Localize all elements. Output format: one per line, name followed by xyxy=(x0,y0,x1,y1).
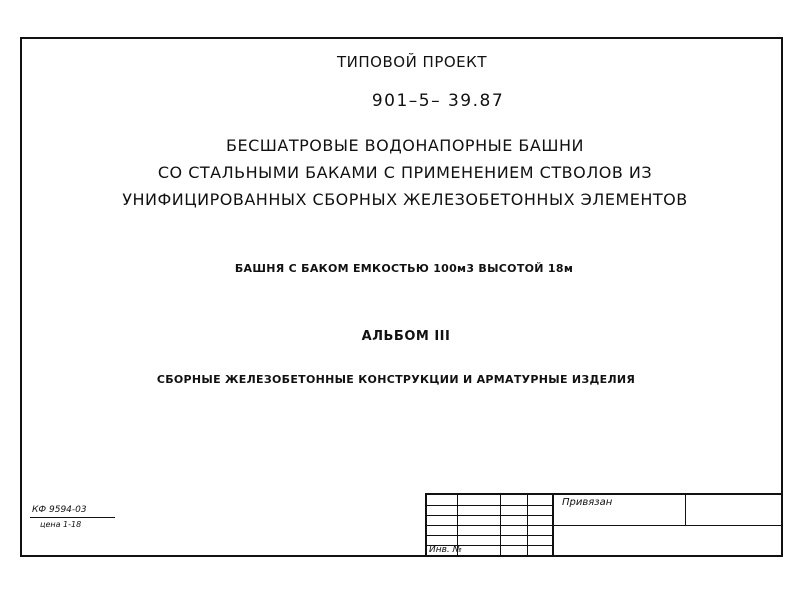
title-line-3: УНИФИЦИРОВАННЫХ СБОРНЫХ ЖЕЛЕЗОБЕТОННЫХ ЭЛЕМЕНТОВ xyxy=(122,190,688,209)
title-line-2: СО СТАЛЬНЫМИ БАКАМИ С ПРИМЕНЕНИЕМ СТВОЛОВ ИЗ xyxy=(157,163,653,182)
stamp-row-line xyxy=(427,535,552,536)
album-contents: СБОРНЫЕ ЖЕЛЕЗОБЕТОННЫЕ КОНСТРУКЦИИ И АРМАТУРНЫЕ ИЗДЕЛИЯ xyxy=(156,373,636,386)
document-price: цена 1-18 xyxy=(40,520,82,529)
series-label: ТИПОВОЙ ПРОЕКТ xyxy=(337,53,487,71)
document-code: КФ 9594-03 xyxy=(30,503,115,518)
title-line-1: БЕСШАТРОВЫЕ ВОДОНАПОРНЫЕ БАШНИ xyxy=(226,136,584,155)
attached-label: Привязан xyxy=(562,497,613,508)
stamp-divider xyxy=(552,495,554,557)
document-code-block xyxy=(30,503,115,532)
stamp-row-line xyxy=(427,525,552,526)
stamp-row-line xyxy=(427,505,552,506)
tower-description: БАШНЯ С БАКОМ ЕМКОСТЬЮ 100м3 ВЫСОТОЙ 18м xyxy=(234,262,574,275)
album-label: АЛЬБОМ III xyxy=(361,329,451,344)
stamp-row-line xyxy=(427,515,552,516)
stamp-row-line xyxy=(552,525,782,526)
stamp-divider xyxy=(685,495,686,525)
stamp-table xyxy=(425,493,782,557)
sheet-frame xyxy=(20,37,783,557)
project-number: 901–5– 39.87 xyxy=(371,91,505,111)
inventory-label: Инв. № xyxy=(429,545,463,555)
